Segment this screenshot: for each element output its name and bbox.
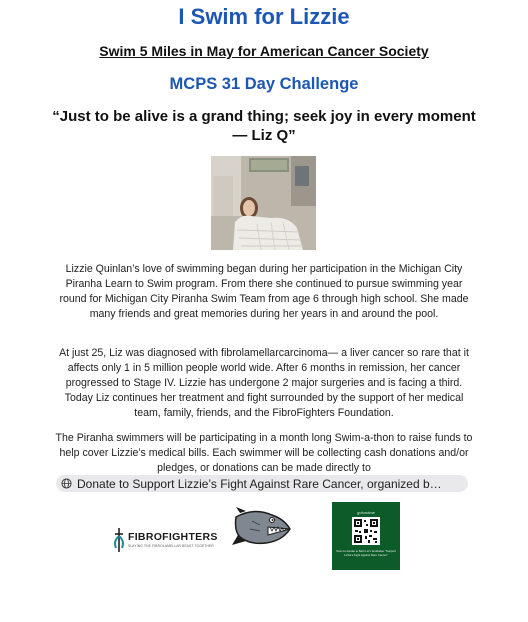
challenge-heading: MCPS 31 Day Challenge — [169, 75, 359, 93]
gofundme-qr-card — [332, 502, 400, 570]
ribbon-sword-icon — [112, 528, 126, 552]
donation-link[interactable] — [56, 475, 468, 492]
story-paragraph-2: At just 25, Liz was diagnosed with fibrolamellarcarcinoma— a liver cancer so rare that it affects only 1 in 5 million people world wide. After 6 months in remission, her cancer progressed to Stage IV. Lizzie has undergone 2 major surgeries and is facing a third. Today Liz continues her treatment and fight surrounded by the support of her medical team, family, friends, and the FibroFighters Foundation. — [59, 347, 469, 419]
donation-link-label: Donate to Support Lizzie’s Fight Against Rare Cancer, organized b… — [77, 476, 442, 491]
quote: “Just to be alive is a grand thing; seek joy in every moment — Liz Q” — [52, 108, 476, 144]
story-paragraph-3: The Piranha swimmers will be participating in a month long Swim-a-thon to raise funds to help cover Lizzie’s medical bills. Each swimmer will be collecting cash donations and/or pledges, or donations can be made directly to — [55, 432, 473, 474]
qr-brand: gofundme — [357, 510, 375, 515]
story-paragraph-1: Lizzie Quinlan’s love of swimming began during her participation in the Michigan City Piranha Learn to Swim program. From there she continued to pursue swimming year round for Michigan City Piranha Swim Team from age 6 through high school. She made many friends and great memories during her years in and around the pool. — [59, 263, 469, 320]
piranha-icon — [232, 507, 292, 549]
hospital-photo-illustration — [211, 156, 316, 250]
fibrofighters-tagline: SLAYING THE FIBROLAMELLAR BEAST TOGETHER — [128, 544, 214, 548]
lizzie-photo — [211, 156, 316, 250]
fibrofighters-wordmark: FIBROFIGHTERS — [128, 531, 218, 543]
qr-code-icon — [352, 517, 380, 545]
qr-caption: Scan to donate to Beth Lin's fundraiser "Support Lizzie's Fight Against Rare Cancer" — [336, 549, 396, 557]
page-title: I Swim for Lizzie — [178, 4, 350, 29]
event-subtitle: Swim 5 Miles in May for American Cancer Society — [99, 43, 429, 59]
qr-code — [352, 517, 380, 545]
globe-icon — [61, 478, 72, 489]
fibrofighters-logo — [112, 528, 218, 552]
